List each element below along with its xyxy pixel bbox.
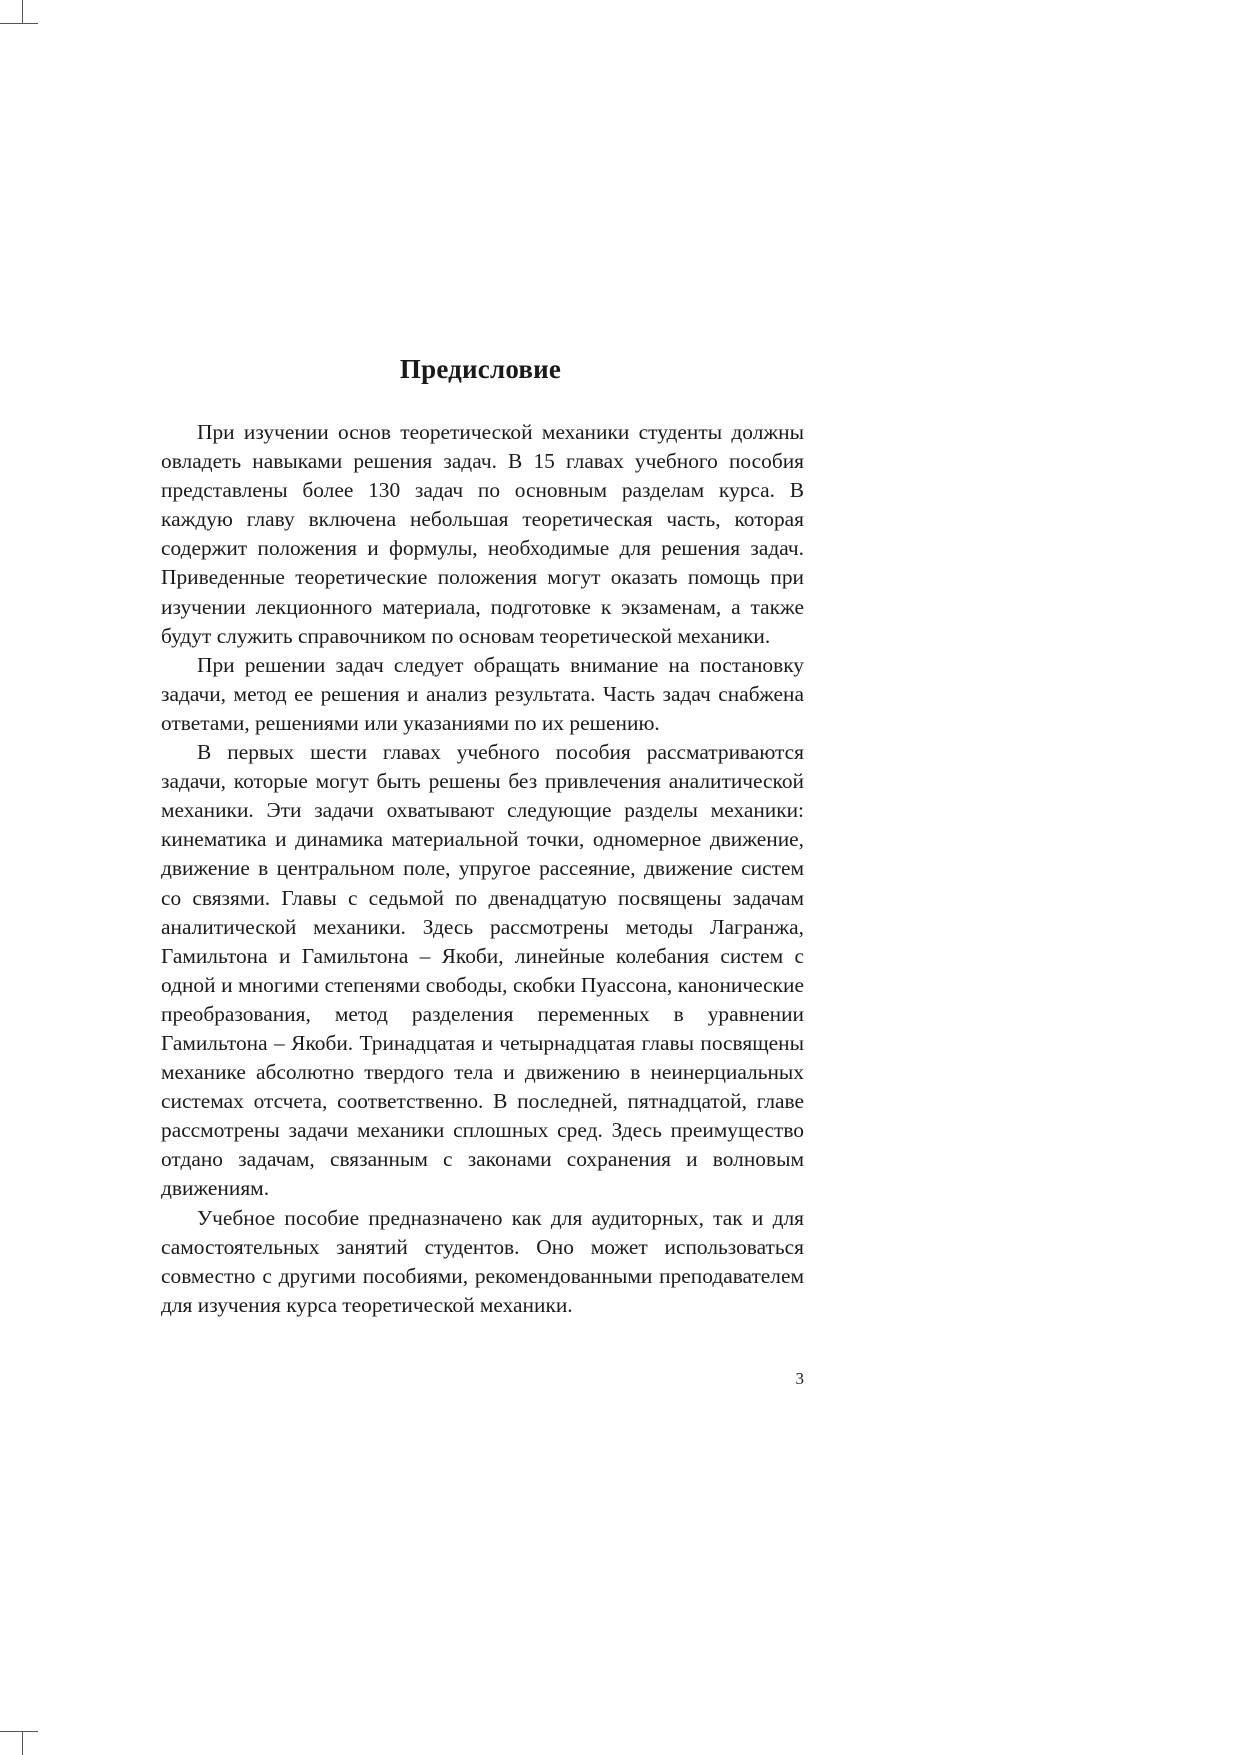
paragraph-2: При решении задач следует обращать внимание на постановку задачи, метод ее решения и анализ результата. Часть задач снабжена ответами, решениями или указаниями по их решению. (161, 652, 804, 735)
paragraph-3: В первых шести главах учебного пособия рассматриваются задачи, которые могут быть решены без привлечения аналитической механики. Эти задачи охватывают следующие разделы механики: кинематика и динамика материальной точки, одномерное движение, движение в центральном поле, упругое рассеяние, движение систем со связями. Главы с седьмой по двенадцатую посвящены задачам аналитической механики. Здесь рассмотрены методы Лагранжа, Гамильтона и Гамильтона – Якоби, линейные колебания систем с одной и многими степенями свободы, скобки Пуассона, канонические преобразования, метод разделения переменных в уравнении Гамильтона – Якоби. Тринадцатая и четырнадцатая главы посвящены механике абсолютно твердого тела и движению в неинерциальных системах отсчета, соответственно. В последней, пятнадцатой, главе рассмотрены задачи механики сплошных сред. Здесь преимущество отдано задачам, связанным с законами сохранения и волновым движениям. (161, 740, 804, 1201)
crop-mark-top-vertical (22, 0, 23, 24)
preface-body (161, 418, 804, 1320)
crop-mark-bottom-horizontal (0, 1731, 38, 1732)
page-title: Предисловие (399, 354, 562, 384)
paragraph-4: Учебное пособие предназначено как для аудиторных, так и для самостоятельных занятий студентов. Оно может использоваться совместно с другими пособиями, рекомендованными преподавателем для изучения курса теоретической механики. (161, 1205, 804, 1317)
crop-mark-top-horizontal (0, 23, 38, 24)
crop-mark-bottom-vertical (22, 1731, 23, 1755)
paragraph-1: При изучении основ теоретической механики студенты должны овладеть навыками решения задач. В 15 главах учебного пособия представлены более 130 задач по основным разделам курса. В каждую главу включена небольшая теоретическая часть, которая содержит положения и формулы, необходимые для решения задач. Приведенные теоретические положения могут оказать помощь при изучении лекционного материала, подготовке к экзаменам, а также будут служить справочником по основам теоретической механики. (161, 420, 804, 648)
page-number: 3 (795, 1369, 804, 1388)
